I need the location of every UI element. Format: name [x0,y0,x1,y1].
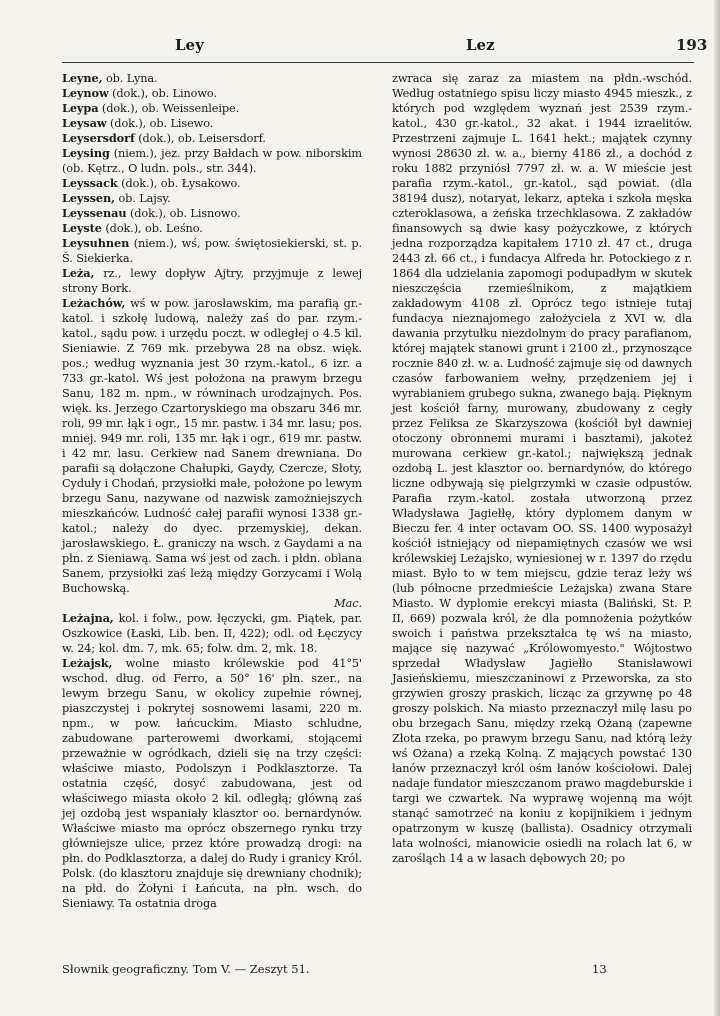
entry-text: (niem.), wś, pow. świętosiekierski, st. p. Š. Siekierka. [62,237,362,265]
dictionary-entry [62,206,362,221]
dictionary-entry [62,71,362,86]
dictionary-entry [392,71,692,866]
entry-headword: Leyssack [62,176,118,190]
entry-headword: Leżachów, [62,296,126,310]
entry-headword: Leżajsk, [62,656,113,670]
dictionary-entry [62,266,362,296]
entry-headword: Leysersdorf [62,131,135,145]
entry-headword: Leynow [62,86,109,100]
dictionary-entry [62,656,362,911]
entry-text: wolne miasto królewskie pod 41°5' wschod. dług. od Ferro, a 50° 16' płn. szer., na lewym brzegu Sanu, w okolicy zupełnie równej, piaszczystej i pokrytej sosnowemi lasami, 220 m. npm., w pow. łańcuckim. Miasto schludne, zabudowane parterowemi dworkami, stojącemi przeważnie w ogródkach, dzieli się na trzy części: właściwe miasto, Podolszyn i Podklasztorze. Ta ostatnia część, dosyć zabudowana, jest od właściwego miasta około 2 kil. odległą; główną zaś jej ozdobą jest wspaniały klasztor oo. bernardynów. Właściwe miasto ma oprócz obszernego rynku trzy główniejsze ulice, przez które prowadzą drogi: na płn. do Podklasztorza, a dalej do Rudy i granicy Król. Polsk. (do klasztoru znajduje się drewniany chodnik); na płd. do Żołyni i Łańcuta, na płn. wsch. do Sieniawy. Ta ostatnia droga [62,657,362,910]
entry-headword: Leyste [62,221,102,235]
entry-author-note: Mac. [334,597,362,610]
entry-headword: Leysuhnen [62,236,130,250]
entry-headword: Leyne, [62,71,103,85]
running-head-left: Ley [175,36,204,54]
footer-sheet-number: 13 [592,962,607,976]
right-column [392,71,692,866]
entry-headword: Leypa [62,101,99,115]
entry-text: wś w pow. jarosławskim, ma parafią gr.-katol. i szkołę ludową, należy zaś do par. rzym.-katol., sądu pow. i urzędu poczt. w odległej o 4.5 kil. Sieniawie. Z 769 mk. przebywa 28 na obsz. więk. pos.; według wyznania jest 30 rzym.-katol., 6 izr. a 733 gr.-katol. Wś jest położona na prawym brzegu Sanu, 182 m. npm., w równinach urodzajnych. Pos. więk. ks. Jerzego Czartoryskiego ma obszaru 346 mr. roli, 99 mr. łąk i ogr., 15 mr. pastw. i 34 mr. lasu; pos. mniej. 949 mr. roli, 135 mr. łąk i ogr., 619 mr. pastw. i 42 mr. lasu. Cerkiew nad Sanem drewniana. Do parafii są dołączone Chałupki, Gaydy, Czercze, Słoty, Cyduły i Chodań, przysiołki małe, położone po lewym brzegu Sanu, nazywane od nazwisk zamożniejszych mieszkańców. Ludność całej parafii wynosi 1338 gr.-katol.; należy do dyec. przemyskiej, dekan. jarosławskiego. Ł. graniczy na wsch. z Gaydami a na płn. z Sieniawą. Sama wś jest od zach. i płdn. oblana Sanem, przysiołki zaś leżą między Gorzycami i Wolą Buchowską. [62,297,362,595]
entry-headword: Leysing [62,146,110,160]
entry-text: (dok.), ob. Łysakowo. [121,177,241,190]
running-head-right: Lez [466,36,495,54]
dictionary-entry [62,101,362,116]
dictionary-entry [62,191,362,206]
entry-headword: Leysaw [62,116,107,130]
entry-text: rz., lewy dopływ Ajtry, przyjmuje z lewej strony Bork. [62,267,362,295]
entry-text: (dok.), ob. Linowo. [112,87,217,100]
footer-signature: Słownik geograficzny. Tom V. — Zeszyt 51. [62,962,310,976]
header-rule [62,62,694,63]
entry-text: ob. Lyna. [105,72,158,85]
page-edge [714,0,720,1016]
entry-text: (dok.), ob. Leśno. [105,222,203,235]
entry-text: ob. Lajsy. [118,192,171,205]
dictionary-entry [62,236,362,266]
dictionary-entry [62,296,362,596]
dictionary-entry [62,146,362,176]
entry-headword: Leża, [62,266,95,280]
entry-text: (dok.), ob. Lisewo. [110,117,214,130]
entry-text: (dok.), ob. Weissenleipe. [101,102,240,115]
dictionary-entry [62,116,362,131]
dictionary-entry [62,221,362,236]
dictionary-entry [62,86,362,101]
dictionary-entry [62,611,362,656]
entry-text: (dok.), ob. Leisersdorf. [138,132,266,145]
dictionary-entry [62,176,362,191]
entry-headword: Leyssenau [62,206,127,220]
dictionary-entry [62,131,362,146]
entry-text: kol. i folw., pow. łęczycki, gm. Piątek, par. Oszkowice (Łaski, Lib. ben. II, 422); odl. od Łęczycy w. 24; kol. dm. 7, mk. 65; folw. dm. 2, mk. 18. [62,612,362,655]
entry-text: (niem.), jez. przy Bałdach w pow. niborskim (ob. Kętrz., O ludn. pols., str. 344). [62,147,362,175]
entry-headword: Leżajna, [62,611,114,625]
entry-text: (dok.), ob. Lisnowo. [129,207,241,220]
entry-headword: Leyssen, [62,191,115,205]
entry-text: zwraca się zaraz za miastem na płdn.-wschód. Według ostatniego spisu liczy miasto 4945 mieszk., z których pod względem wyznań jest 2539 rzym.-katol., 430 gr.-katol., 32 akat. i 1944 izraelitów. Przestrzeni zajmuje L. 1641 hekt.; majątek czynny wynosi 28630 zł. w. a., bierny 4186 zł., a dochód z roku 1882 przyniósł 7797 zł. w. a. W mieście jest parafia rzym.-katol., gr.-katol., sąd powiat. (dla 38194 dusz), notaryat, lekarz, apteka i szkoła męska czteroklasowa, a żeńska trzechklasowa. Z zakładów finansowych są dwie kasy pożyczkowe, z których jedna rozporządza kapitałem 1710 zł. 47 ct., druga 2443 zł. 66 ct., i fundacya Alfreda hr. Potockiego z r. 1864 dla udzielania zapomogi podupadłym w skutek nieszczęścia rzemieślnikom, z majątkiem zakładowym 4108 zł. Oprócz tego istnieje tutaj fundacya nieznajomego założyciela z XVI w. dla dawania przytułku niezdolnym do pracy parafianom, której majątek stanowi grunt i 2100 zł., przynoszące rocznie 840 zł. w. a. Ludność zajmuje się od dawnych czasów farbowaniem wełny, przędzeniem jej i wyrabianiem grubego sukna, zwanego bają. Pięknym jest kościół farny, murowany, zbudowany z cegły przez Feliksa ze Skarzyszowa (kościół był dawniej otoczony obronnemi murami i basztami), jakoteż murowana cerkiew gr.-katol.; największą jednak ozdobą L. jest klasztor oo. bernardynów, do którego liczne odbywają się pielgrzymki w czasie odpustów. Parafia rzym.-katol. została utworzoną przez Władysława Jagiełłę, który dyplomem danym w Bieczu fer. 4 inter octavam OO. SS. 1400 wyposażył kościół istniejący od niepamiętnych czasów we wsi królewskiej Leżajsko, wyniesionej w r. 1397 do rzędu miast. Było to w tem miejscu, gdzie teraz leży wś (lub północne przedmieście Leżajska) zwana Stare Miasto. W dyplomie erekcyi miasta (Baliński, St. P. II, 669) pozwala król, że dla pomnożenia pożytków swoich i państwa przekształca tę wś na miasto, mające się nazywać „Królowomyesto." Wójtostwo sprzedał Władysław Jagiełło Stanisławowi Jasieńskiemu, mieszczaninowi z Przeworska, za sto grzywien groszy praskich, licząc za grzywnę po 48 groszy polskich. Na miasto przeznaczył milę lasu po obu brzegach Sanu, między rzeką Ożaną (zapewne Złota rzeka, po prawym brzegu Sanu, nad którą leży wś Ożana) a rzeką Kolną. Z mających powstać 130 łanów przeznaczył król ośm łanów kościołowi. Dalej nadaje fundator mieszczanom prawo magdeburskie i targi we czwartek. Na wyprawę wojenną ma wójt stanąć samotrzeć na koniu z kopijnikiem i jednym opatrzonym w kuszę (ballista). Osadnicy otrzymali lata wolności, mianowicie osiedli na rolach lat 6, w zarośląch 14 a w lasach dębowych 20; po [392,72,692,865]
page-number: 193 [676,36,708,54]
left-column [62,71,362,911]
